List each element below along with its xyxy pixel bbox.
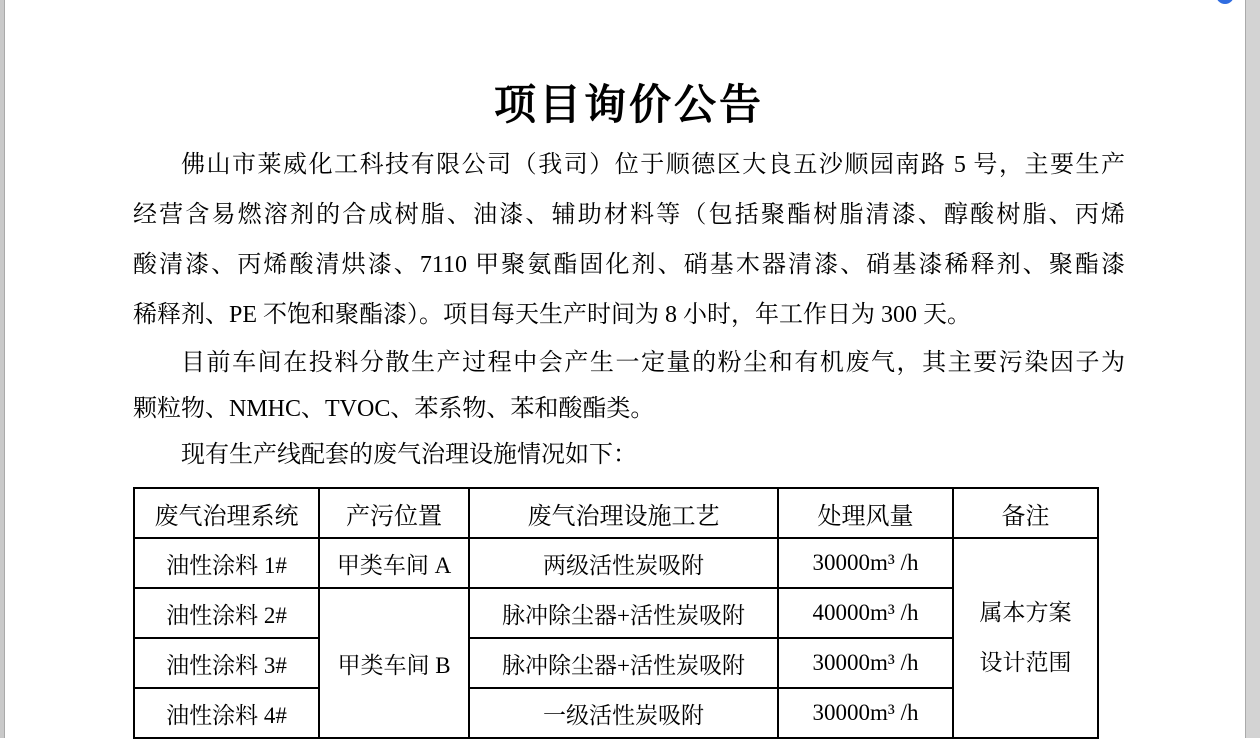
header-system: 废气治理系统 bbox=[134, 488, 319, 538]
header-remark: 备注 bbox=[953, 488, 1098, 538]
cell-process: 一级活性炭吸附 bbox=[469, 688, 778, 738]
cell-airflow: 40000m³ /h bbox=[778, 588, 953, 638]
cell-location: 甲类车间 B bbox=[319, 588, 469, 738]
cell-system: 油性涂料 3# bbox=[134, 638, 319, 688]
waste-gas-facility-table bbox=[133, 487, 1099, 739]
scrollbar-gutter[interactable] bbox=[1245, 0, 1260, 738]
paragraph-line: 现有生产线配套的废气治理设施情况如下： bbox=[181, 442, 637, 468]
header-airflow: 处理风量 bbox=[778, 488, 953, 538]
cell-location: 甲类车间 A bbox=[319, 538, 469, 588]
cell-airflow: 30000m³ /h bbox=[778, 538, 953, 588]
paragraph-line: 经营含易燃溶剂的合成树脂、油漆、辅助材料等（包括聚酯树脂清漆、醇酸树脂、丙烯 bbox=[133, 202, 1125, 228]
document-title: 项目询价公告 bbox=[493, 83, 764, 129]
cell-airflow: 30000m³ /h bbox=[778, 688, 953, 738]
cell-system: 油性涂料 2# bbox=[134, 588, 319, 638]
paragraph-line: 佛山市莱威化工科技有限公司（我司）位于顺德区大良五沙顺园南路 5 号，主要生产 bbox=[181, 152, 1125, 178]
table-row bbox=[134, 538, 1098, 588]
cell-airflow: 30000m³ /h bbox=[778, 638, 953, 688]
cell-remark bbox=[953, 538, 1098, 738]
header-location: 产污位置 bbox=[319, 488, 469, 538]
cell-process: 脉冲除尘器+活性炭吸附 bbox=[469, 588, 778, 638]
cell-process: 两级活性炭吸附 bbox=[469, 538, 778, 588]
paragraph-line: 颗粒物、NMHC、TVOC、苯系物、苯和酸酯类。 bbox=[133, 396, 655, 422]
table-header-row bbox=[134, 488, 1098, 538]
paragraph-line: 酸清漆、丙烯酸清烘漆、7110 甲聚氨酯固化剂、硝基木器清漆、硝基漆稀释剂、聚酯漆 bbox=[133, 252, 1125, 278]
cell-system: 油性涂料 4# bbox=[134, 688, 319, 738]
header-process: 废气治理设施工艺 bbox=[469, 488, 778, 538]
cell-process: 脉冲除尘器+活性炭吸附 bbox=[469, 638, 778, 688]
document-page bbox=[5, 0, 1245, 738]
page-edge-left bbox=[0, 0, 5, 738]
document-body bbox=[133, 140, 1125, 478]
remark-line-2: 设计范围 bbox=[979, 650, 1072, 675]
cell-system: 油性涂料 1# bbox=[134, 538, 319, 588]
paragraph-line: 目前车间在投料分散生产过程中会产生一定量的粉尘和有机废气，其主要污染因子为 bbox=[181, 350, 1125, 376]
remark-line-1: 属本方案 bbox=[979, 600, 1072, 625]
paragraph-line: 稀释剂、PE 不饱和聚酯漆）。项目每天生产时间为 8 小时，年工作日为 300 天。 bbox=[133, 302, 972, 328]
